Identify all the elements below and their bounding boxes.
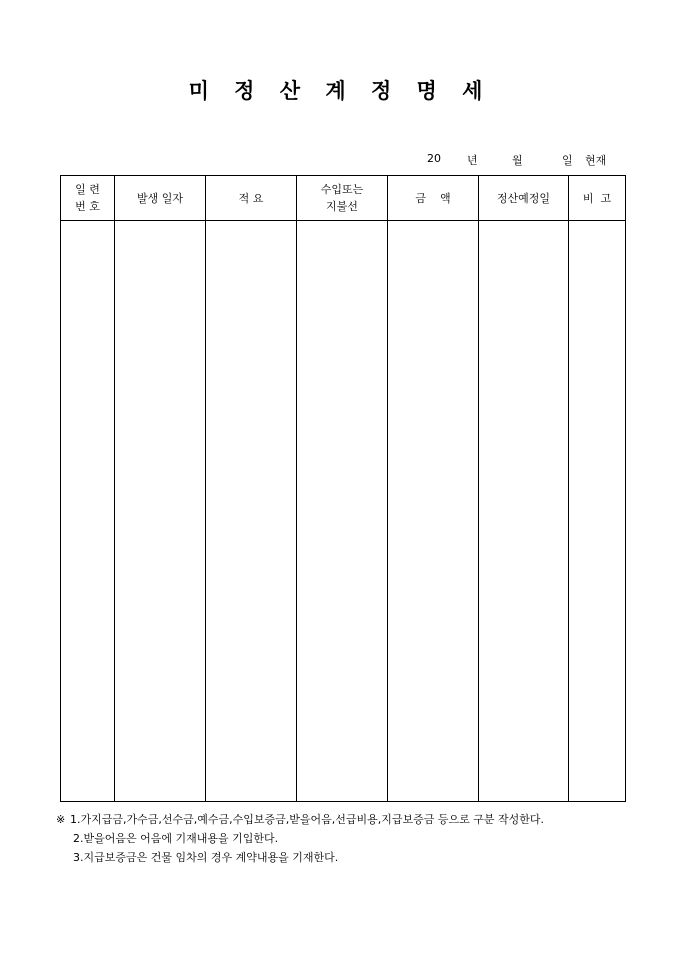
cell-counterparty[interactable]: [297, 221, 388, 802]
as-of-label: 현재: [585, 154, 607, 167]
document-title: 미 정 산 계 정 명 세: [188, 78, 492, 103]
note-text: 2.받을어음은 어음에 기재내용을 기입한다.: [73, 832, 279, 845]
column-header-remarks: 비 고: [569, 176, 626, 221]
year-label: 년: [467, 154, 478, 167]
year-prefix: 20: [427, 152, 441, 165]
cell-remarks[interactable]: [569, 221, 626, 802]
column-header-amount: 금 액: [388, 176, 479, 221]
column-header-description: 적 요: [206, 176, 297, 221]
column-header-settlement-date: 정산예정일: [479, 176, 569, 221]
as-of-date-line: [0, 152, 680, 168]
cell-serial-number[interactable]: [61, 221, 115, 802]
note-text: 1.가지급금,가수금,선수금,예수금,수입보증금,받을어음,선급비용,지급보증금 등으로 구분 작성한다.: [70, 813, 544, 826]
column-header-occurrence-date: 발생 일자: [115, 176, 206, 221]
reference-mark: ※: [56, 813, 66, 826]
table-header-row: [61, 176, 626, 221]
day-label: 일: [562, 154, 573, 167]
column-header-serial-number: 일 련 번 호: [61, 176, 115, 221]
note-item: [56, 848, 544, 867]
cell-amount[interactable]: [388, 221, 479, 802]
note-item: [56, 810, 544, 829]
cell-occurrence-date[interactable]: [115, 221, 206, 802]
column-header-counterparty: 수입또는 지불선: [297, 176, 388, 221]
cell-settlement-date[interactable]: [479, 221, 569, 802]
unsettled-accounts-table: [60, 175, 626, 802]
notes-section: [56, 810, 544, 867]
note-item: [56, 829, 544, 848]
month-label: 월: [512, 154, 523, 167]
table-body-row: [61, 221, 626, 802]
note-text: 3.지급보증금은 건물 임차의 경우 계약내용을 기재한다.: [73, 851, 339, 864]
cell-description[interactable]: [206, 221, 297, 802]
